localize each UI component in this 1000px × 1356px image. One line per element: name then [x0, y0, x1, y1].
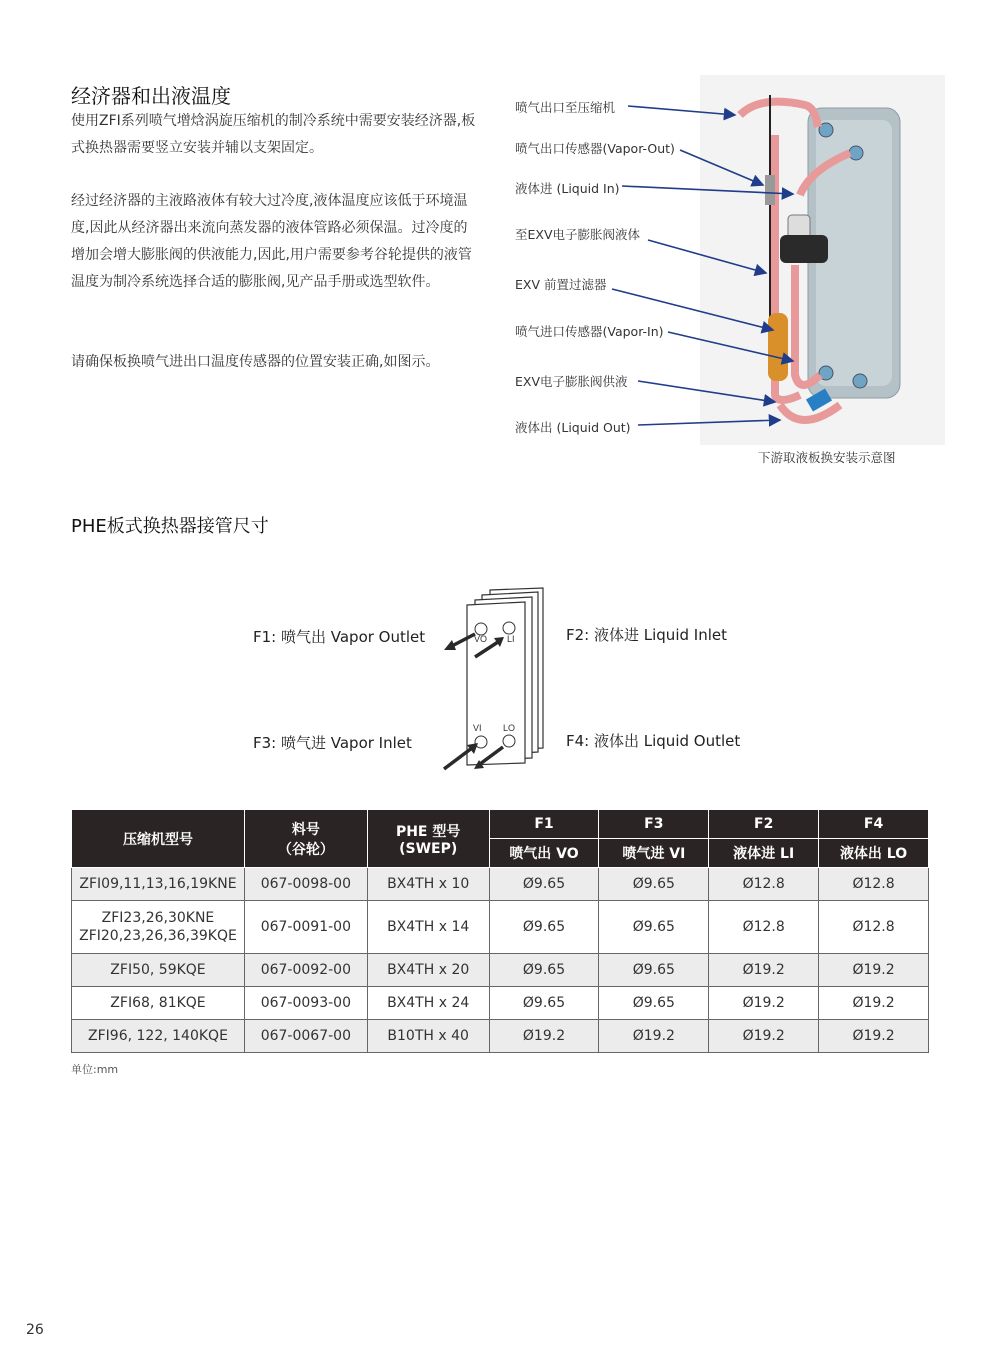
- cell-model: ZFI50, 59KQE: [72, 954, 245, 987]
- cell-f4: Ø12.8: [819, 868, 929, 901]
- port-lo-circle: [503, 735, 515, 747]
- cell-f4: Ø19.2: [819, 1020, 929, 1053]
- cell-model: ZFI96, 122, 140KQE: [72, 1020, 245, 1053]
- cell-f1: Ø9.65: [489, 987, 599, 1020]
- cell-part: 067-0092-00: [244, 954, 367, 987]
- cell-phe: BX4TH x 20: [367, 954, 489, 987]
- table-row: [72, 868, 929, 901]
- label-f2: F2: 液体进 Liquid Inlet: [566, 626, 727, 644]
- table-row: [72, 1020, 929, 1053]
- table-row: [72, 987, 929, 1020]
- cell-f3: Ø9.65: [599, 954, 709, 987]
- photo-label-exv-filter: EXV 前置过滤器: [515, 277, 607, 292]
- header-vi: 喷气进 VI: [599, 839, 709, 868]
- cell-phe: BX4TH x 14: [367, 901, 489, 954]
- port-li-label: LI: [507, 634, 515, 644]
- label-f3: F3: 喷气进 Vapor Inlet: [253, 734, 412, 752]
- paragraph-2-text: 经过经济器的主液路液体有较大过冷度,液体温度应该低于环境温度,因此从经济器出来流向蒸发器的液体管路必须保温。过冷度的增加会增大膨胀阀的供液能力,因此,用户需要参考谷轮提供的液管温度为制冷系统选择合适的膨胀阀,见产品手册或选型软件。: [71, 193, 472, 290]
- paragraph-1-text: 使用ZFI系列喷气增焓涡旋压缩机的制冷系统中需要安装经济器,板式换热器需要竖立安装并辅以支架固定。: [71, 113, 476, 156]
- port-lo-label: LO: [503, 723, 516, 733]
- page-number: 26: [26, 1322, 44, 1338]
- cell-f2: Ø12.8: [709, 901, 819, 954]
- header-part-line1: 料号: [291, 821, 320, 838]
- arrow-to-exv-liquid: [648, 240, 766, 273]
- cell-f3: Ø9.65: [599, 901, 709, 954]
- cell-f1: Ø9.65: [489, 901, 599, 954]
- cell-model-line1: ZFI23,26,30KNE: [101, 910, 215, 926]
- cell-part: 067-0098-00: [244, 868, 367, 901]
- port-vi-label: VI: [473, 723, 482, 733]
- section-title-economizer: 经济器和出液温度: [71, 84, 231, 108]
- table-row: [72, 954, 929, 987]
- arrow-liquid-out: [638, 420, 780, 425]
- cell-f3: Ø19.2: [599, 1020, 709, 1053]
- cell-f1: Ø19.2: [489, 1020, 599, 1053]
- cell-f2: Ø12.8: [709, 868, 819, 901]
- photo-label-liquid-in: 液体进 (Liquid In): [515, 181, 620, 196]
- phe-diagram: [430, 580, 560, 780]
- cell-model: ZFI09,11,13,16,19KNE: [72, 868, 245, 901]
- header-lo: 液体出 LO: [819, 839, 929, 868]
- arrow-vapor-to-compressor: [628, 106, 735, 115]
- cell-model-line2: ZFI20,23,26,36,39KQE: [79, 928, 237, 944]
- header-f1: F1: [489, 810, 599, 839]
- label-f4: F4: 液体出 Liquid Outlet: [566, 732, 741, 750]
- cell-f4: Ø12.8: [819, 901, 929, 954]
- header-f4: F4: [819, 810, 929, 839]
- header-part: [244, 810, 367, 868]
- cell-f4: Ø19.2: [819, 987, 929, 1020]
- photo-label-liquid-out: 液体出 (Liquid Out): [515, 420, 631, 435]
- table-row: [72, 901, 929, 954]
- photo-label-exv-supply: EXV电子膨胀阀供液: [515, 374, 628, 389]
- photo-label-vapor-to-compressor: 喷气出口至压缩机: [515, 100, 616, 115]
- arrow-exv-filter: [612, 289, 773, 330]
- header-f2: F2: [709, 810, 819, 839]
- cell-f3: Ø9.65: [599, 987, 709, 1020]
- cell-model: ZFI68, 81KQE: [72, 987, 245, 1020]
- section-title-phe: PHE板式换热器接管尺寸: [71, 516, 269, 537]
- header-phe: [367, 810, 489, 868]
- cell-phe: B10TH x 40: [367, 1020, 489, 1053]
- photo-label-vapor-in-sensor: 喷气进口传感器(Vapor-In): [515, 324, 664, 339]
- cell-f2: Ø19.2: [709, 954, 819, 987]
- arrow-vapor-out-sensor: [680, 150, 763, 185]
- port-vo-label: VO: [474, 634, 488, 644]
- photo-leader-arrows: [0, 0, 1000, 460]
- cell-part: 067-0091-00: [244, 901, 367, 954]
- arrow-exv-supply: [638, 381, 775, 402]
- cell-part: 067-0093-00: [244, 987, 367, 1020]
- arrow-liquid-in: [622, 186, 793, 194]
- cell-f1: Ø9.65: [489, 868, 599, 901]
- cell-f2: Ø19.2: [709, 1020, 819, 1053]
- cell-f2: Ø19.2: [709, 987, 819, 1020]
- header-phe-line2: (SWEP): [399, 840, 458, 857]
- cell-phe: BX4TH x 10: [367, 868, 489, 901]
- photo-label-to-exv-liquid: 至EXV电子膨胀阀液体: [515, 227, 641, 242]
- cell-part: 067-0067-00: [244, 1020, 367, 1053]
- unit-note: 单位:mm: [71, 1063, 119, 1076]
- photo-caption: 下游取液板换安装示意图: [758, 450, 896, 465]
- cell-f4: Ø19.2: [819, 954, 929, 987]
- paragraph-3-text: 请确保板换喷气进出口温度传感器的位置安装正确,如图示。: [71, 354, 440, 370]
- header-phe-line1: PHE 型号: [395, 823, 461, 840]
- header-part-line2: （谷轮）: [277, 841, 334, 858]
- phe-spec-table: [71, 809, 929, 1053]
- arrow-vapor-in-sensor: [668, 332, 793, 361]
- label-f1: F1: 喷气出 Vapor Outlet: [253, 628, 426, 646]
- cell-model: [72, 901, 245, 954]
- photo-label-vapor-out-sensor: 喷气出口传感器(Vapor-Out): [515, 141, 675, 156]
- cell-f3: Ø9.65: [599, 868, 709, 901]
- port-li-circle: [503, 622, 515, 634]
- header-vo: 喷气出 VO: [489, 839, 599, 868]
- header-f3: F3: [599, 810, 709, 839]
- header-li: 液体进 LI: [709, 839, 819, 868]
- cell-f1: Ø9.65: [489, 954, 599, 987]
- cell-phe: BX4TH x 24: [367, 987, 489, 1020]
- header-model: 压缩机型号: [72, 810, 245, 868]
